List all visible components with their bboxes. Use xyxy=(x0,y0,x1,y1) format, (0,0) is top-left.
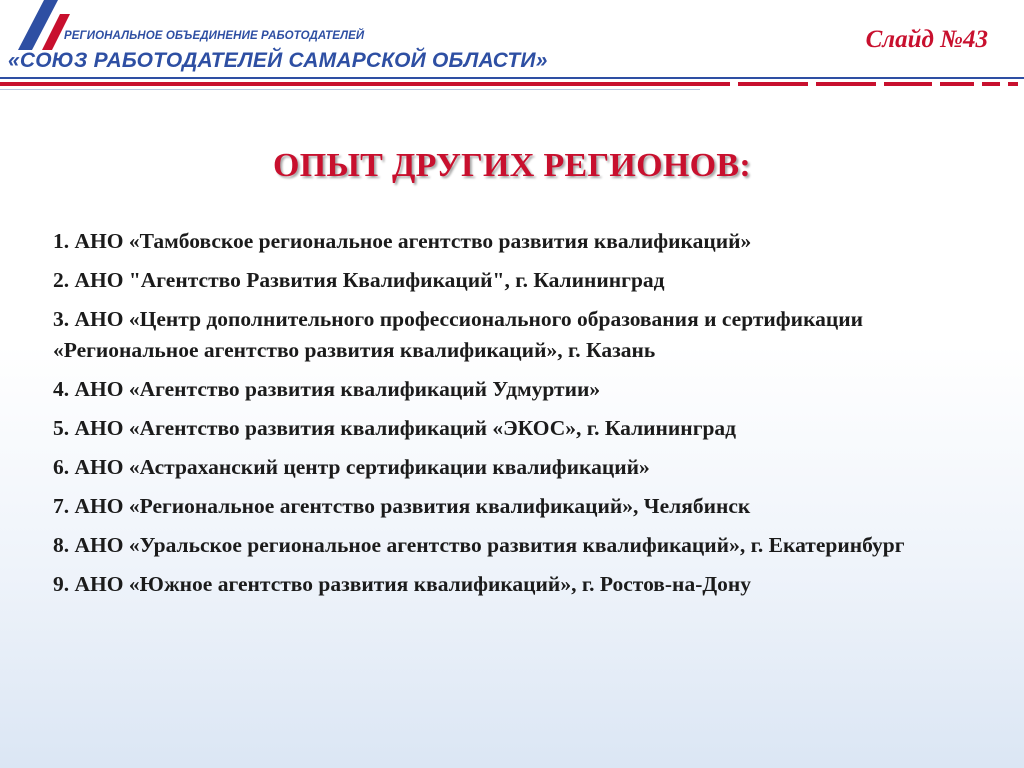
slide-title: ОПЫТ ДРУГИХ РЕГИОНОВ: xyxy=(272,147,752,184)
list-item: 4. АНО «Агентство развития квалификаций Удмуртии» xyxy=(53,377,601,401)
list-item: 3. АНО «Центр дополнительного профессионального образования и сертификации «Региональное агентство развития квалификаций», г. Казань xyxy=(53,307,864,362)
slide-number: Слайд №43 xyxy=(865,26,988,53)
list-item: 8. АНО «Уральское региональное агентство развития квалификаций», г. Екатеринбург xyxy=(53,533,905,557)
organization-list xyxy=(53,226,1003,608)
org-name: «СОЮЗ РАБОТОДАТЕЛЕЙ САМАРСКОЙ ОБЛАСТИ» xyxy=(8,49,548,72)
list-item: 9. АНО «Южное агентство развития квалификаций», г. Ростов-на-Дону xyxy=(53,572,752,596)
header-divider xyxy=(0,74,1024,94)
list-item: 2. АНО "Агентство Развития Квалификаций", г. Калининград xyxy=(53,268,665,292)
org-subtitle: РЕГИОНАЛЬНОЕ ОБЪЕДИНЕНИЕ РАБОТОДАТЕЛЕЙ xyxy=(64,30,365,42)
org-logo-icon xyxy=(14,0,70,52)
list-item: 6. АНО «Астраханский центр сертификации квалификаций» xyxy=(53,455,650,479)
list-item: 7. АНО «Региональное агентство развития квалификаций», Челябинск xyxy=(53,494,751,518)
list-item: 5. АНО «Агентство развития квалификаций «ЭКОС», г. Калининград xyxy=(53,416,737,440)
list-item: 1. АНО «Тамбовское региональное агентство развития квалификаций» xyxy=(53,229,752,253)
slide-header xyxy=(0,0,1024,100)
